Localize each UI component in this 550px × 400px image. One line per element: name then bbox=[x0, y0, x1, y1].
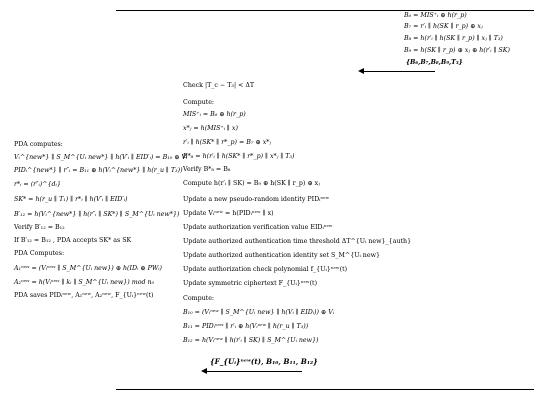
message-arrow-bottom bbox=[206, 371, 302, 372]
top-rule bbox=[116, 10, 534, 11]
arrowhead-left-icon bbox=[358, 68, 364, 74]
update-pid: Update a new pseudo-random identity PIDᵢⁿᵉʷ bbox=[183, 196, 330, 203]
check-timestamp: Check |T_c − T₃| < ΔT bbox=[183, 82, 255, 89]
eq-l5: B′₁₂ = h(Vᵢ^{new*} ∥ h(r″ᵢ ∥ SK*) ∥ S_M^{Uᵢ new*}) bbox=[14, 211, 180, 218]
eq-l1: Vᵢ^{new*} ∥ S_M^{Uᵢ new*} ∥ h(V′ᵢ ∥ EID′ᵢ) = B₁₀ ⊕ Vᵢ bbox=[14, 154, 188, 161]
message-label-bottom: {F_{Uᵢ}ⁿᵉʷ(t), B₁₀, B₁₁, B₁₂} bbox=[210, 357, 318, 366]
verify-b12: Verify B′₁₂ = B₁₂ bbox=[14, 224, 65, 231]
eq-ri: r′ᵢ ∥ h(SK* ∥ r*_p) = B₇ ⊕ x*ⱼ bbox=[183, 139, 272, 146]
accept-sk: If B′₁₂ = B₁₂ , PDA accepts SK* as SK bbox=[14, 237, 132, 244]
eq-b12: B₁₂ = h(Vᵢⁿᵉʷ ∥ h(r′ᵢ ∥ SK) ∥ S_M^{Uᵢ new}) bbox=[183, 337, 319, 344]
verify-b8: Verify B*₈ = B₈ bbox=[183, 166, 231, 173]
compute-sk: Compute h(r′ᵢ ∥ SK) = B₉ ⊕ h(SK ∥ r_p) ⊕ xⱼ bbox=[183, 180, 320, 187]
eq-b7: B₇ = r′ᵢ ∥ h(SK ∥ r_p) ⊕ xⱼ bbox=[404, 23, 483, 30]
bottom-rule bbox=[116, 389, 534, 390]
eq-xj: x*ⱼ = h(MIS⁺ᵢ ∥ x) bbox=[183, 125, 238, 132]
eq-a1: A₁ⁿᵉʷ = (Vᵢⁿᵉʷ ∥ S_M^{Uᵢ new}) ⊕ h(IDᵢ ⊕ PWᵢ) bbox=[14, 265, 163, 272]
eq-b8-star: B*₈ = h(r′ᵢ ∥ h(SK* ∥ r*_p) ∥ x*ⱼ ∥ T₃) bbox=[183, 153, 295, 160]
arrowhead-left-icon bbox=[201, 368, 207, 374]
eq-a2: A₂ⁿᵉʷ = h(Vᵢⁿᵉʷ ∥ kᵢ ∥ S_M^{Uᵢ new}) mod n₀ bbox=[14, 279, 155, 286]
message-arrow-top bbox=[363, 71, 435, 72]
eq-b10: B₁₀ = (Vᵢⁿᵉʷ ∥ S_M^{Uᵢ new} ∥ h(Vᵢ ∥ EIDᵢ)) ⊕ Vᵢ bbox=[183, 309, 335, 316]
update-eid: Update authorization verification value EIDᵢⁿᵉʷ bbox=[183, 224, 333, 231]
eq-l2: PIDᵢ^{new*} ∥ r″ᵢ = B₁₁ ⊕ h(Vᵢ^{new*} ∥ h(r_u ∥ T₃)) bbox=[14, 167, 183, 174]
eq-b6: B₆ = MIS⁺ᵢ ⊕ h(r_p) bbox=[404, 12, 467, 19]
pda-computes-label: PDA computes: bbox=[14, 141, 63, 148]
update-identity-set: Update authorized authentication identity set S_M^{Uᵢ new} bbox=[183, 252, 380, 259]
update-polynomial: Update authorization check polynomial f_{Uᵢ}ⁿᵉʷ(t) bbox=[183, 266, 348, 273]
pda-saves: PDA saves PIDᵢⁿᵉʷ, A₁ⁿᵉʷ, A₂ⁿᵉʷ, F_{Uᵢ}ⁿᵉʷ(t) bbox=[14, 292, 154, 299]
compute-label-2: Compute: bbox=[183, 295, 215, 302]
update-time-threshold: Update authorized authentication time threshold ΔT^{Uᵢ new}_{auth} bbox=[183, 238, 412, 245]
message-label-top: {B₆,B₇,B₈,B₉,T₃} bbox=[406, 59, 463, 66]
update-ciphertext: Update symmetric ciphertext F_{Uᵢ}ⁿᵉʷ(t) bbox=[183, 280, 318, 287]
eq-b8: B₈ = h(r′ᵢ ∥ h(SK ∥ r_p) ∥ xⱼ ∥ T₃) bbox=[404, 35, 503, 42]
eq-b9: B₉ = h(SK ∥ r_p) ⊕ xⱼ ⊕ h(r′ᵢ ∥ SK) bbox=[404, 47, 510, 54]
eq-l3: r*ᵢ = (r″ᵢ)^{dᵢ} bbox=[14, 181, 61, 188]
eq-l4: SK* = h(r_u ∥ T₁) ∥ r*ᵢ ∥ h(V′ᵢ ∥ EID′ᵢ) bbox=[14, 196, 128, 203]
update-v: Update Vᵢⁿᵉʷ = h(PIDᵢⁿᵉʷ ∥ x) bbox=[183, 210, 274, 217]
eq-b11: B₁₁ = PIDᵢⁿᵉʷ ∥ r′ᵢ ⊕ h(Vᵢⁿᵉʷ ∥ h(r_u ∥ T₃)) bbox=[183, 323, 309, 330]
compute-label-1: Compute: bbox=[183, 99, 215, 106]
pda-computes-label-2: PDA Computes: bbox=[14, 250, 65, 257]
eq-mis: MIS⁺ᵢ = B₆ ⊕ h(r_p) bbox=[183, 111, 246, 118]
